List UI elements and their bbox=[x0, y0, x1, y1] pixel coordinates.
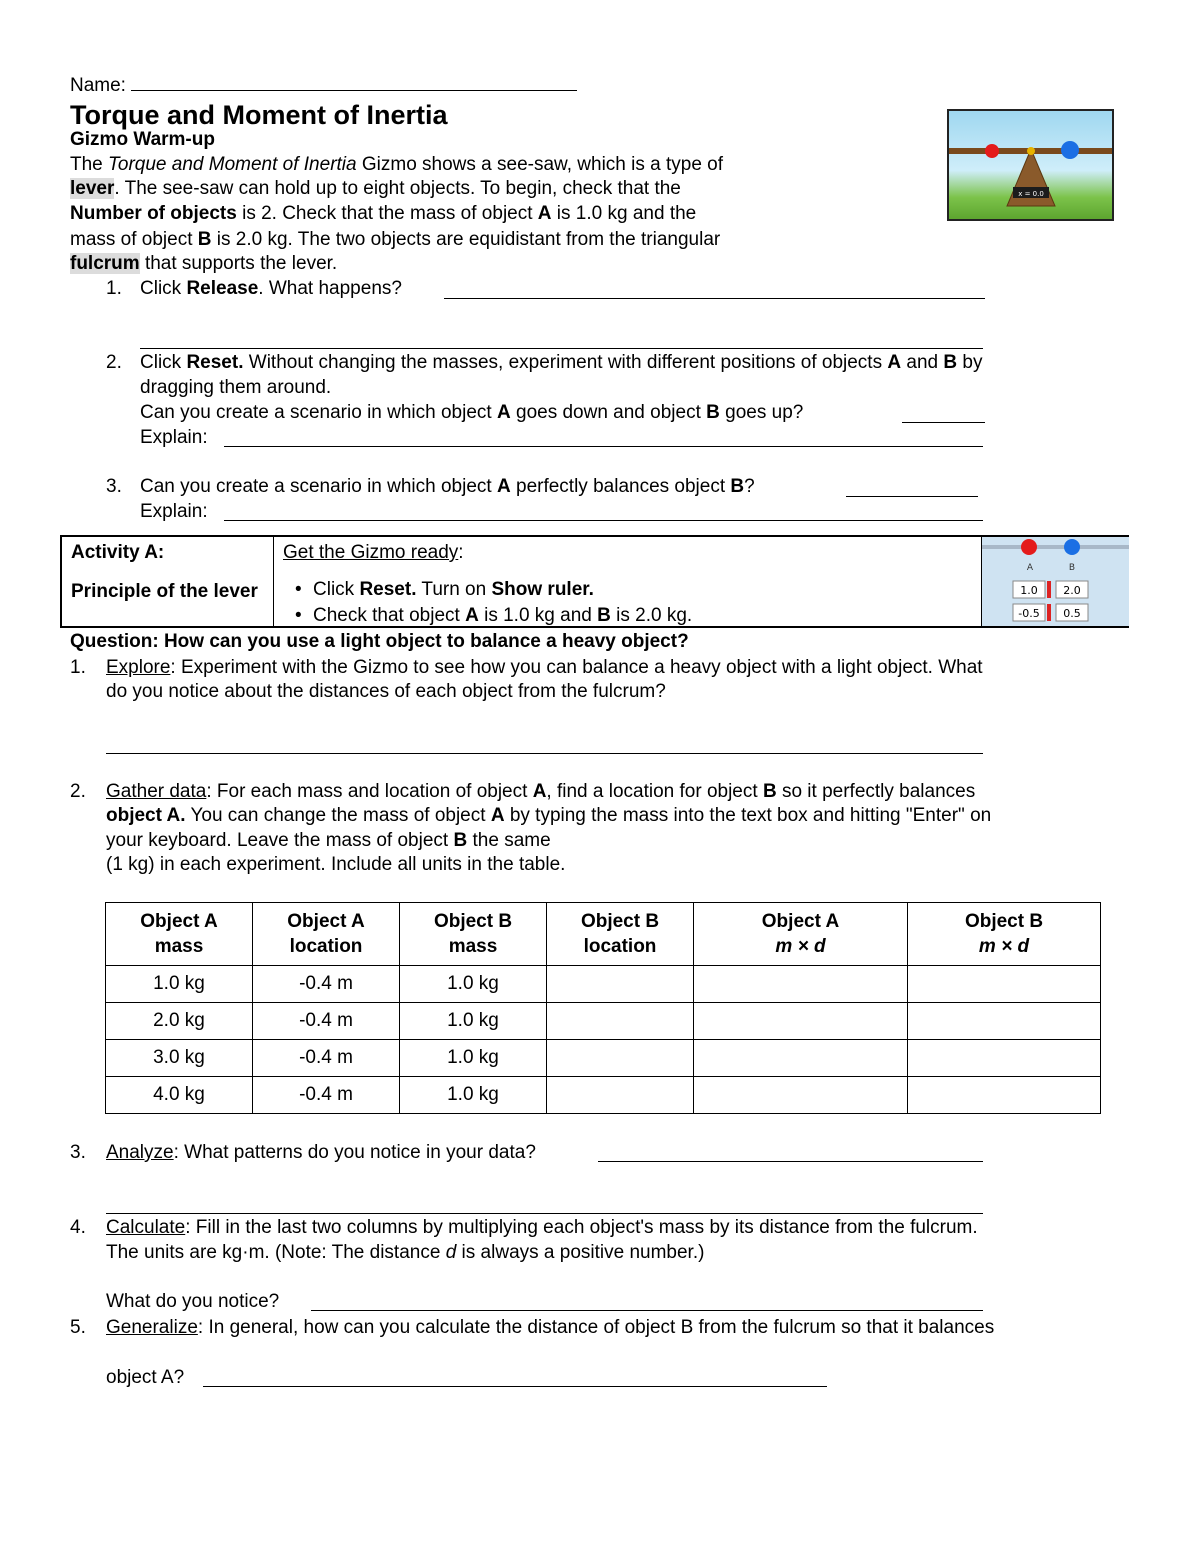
intro-line-3: Number of objects is 2. Check that the mass of object A is 1.0 kg and the bbox=[70, 203, 697, 224]
cell: -0.4 m bbox=[253, 1077, 400, 1114]
warmup-q3-explain-line[interactable] bbox=[224, 520, 983, 521]
warmup-q2-explain-label: Explain: bbox=[140, 427, 208, 448]
intro-line-5: fulcrum that supports the lever. bbox=[70, 253, 338, 274]
header-a-torque: Object A m × d bbox=[694, 903, 908, 966]
step4-number: 4. bbox=[70, 1217, 86, 1238]
step1-line-1: Explore: Experiment with the Gizmo to see how you can balance a heavy object with a light object. What bbox=[106, 657, 983, 678]
cell-input[interactable] bbox=[547, 1003, 694, 1040]
warmup-q1-answer-line-1[interactable] bbox=[444, 298, 985, 299]
panel-pos-b[interactable]: 0.5 bbox=[1063, 607, 1081, 620]
warmup-q1: Click Release. What happens? bbox=[140, 278, 402, 299]
cell-input[interactable] bbox=[694, 1003, 908, 1040]
cell-input[interactable] bbox=[908, 966, 1101, 1003]
step3-number: 3. bbox=[70, 1142, 86, 1163]
thumb-readout: x = 0.0 bbox=[1018, 190, 1044, 198]
data-table bbox=[105, 902, 1101, 1114]
panel-label-b: B bbox=[1068, 563, 1076, 573]
cell-input[interactable] bbox=[694, 966, 908, 1003]
step1-line-2: do you notice about the distances of each object from the fulcrum? bbox=[106, 681, 666, 702]
bullet-check-masses: • Check that object A is 1.0 kg and B is 2.0 kg. bbox=[295, 605, 693, 626]
header-a-mass: Object A mass bbox=[106, 903, 253, 966]
get-ready-heading: Get the Gizmo ready: bbox=[283, 542, 464, 563]
see-saw-image bbox=[949, 111, 1112, 219]
name-line: Name: bbox=[70, 72, 577, 97]
warmup-q1-answer-line-2[interactable] bbox=[140, 348, 983, 349]
activity-name: Principle of the lever bbox=[71, 581, 258, 602]
cell: 2.0 kg bbox=[106, 1003, 253, 1040]
activity-question: Question: How can you use a light object to balance a heavy object? bbox=[70, 631, 689, 652]
step3-line-1: Analyze: What patterns do you notice in your data? bbox=[106, 1142, 536, 1163]
cell: -0.4 m bbox=[253, 1040, 400, 1077]
step3-answer-line-2[interactable] bbox=[106, 1213, 983, 1214]
table-header-row bbox=[106, 903, 1101, 966]
activity-instructions-cell bbox=[273, 537, 982, 626]
name-field[interactable] bbox=[131, 72, 577, 91]
gizmo-panel-thumbnail bbox=[982, 537, 1129, 626]
step4-answer-line[interactable] bbox=[311, 1310, 983, 1311]
cell: 4.0 kg bbox=[106, 1077, 253, 1114]
step4-line-1: Calculate: Fill in the last two columns by multiplying each object's mass by its distance from the fulcrum. bbox=[106, 1217, 978, 1238]
gizmo-thumbnail bbox=[947, 109, 1114, 221]
activity-label-cell bbox=[62, 537, 274, 626]
panel-ball-a bbox=[1021, 539, 1037, 555]
object-b-ball bbox=[1061, 141, 1079, 159]
step2-line-1: Gather data: For each mass and location of object A, find a location for object B so it perfectly balances bbox=[106, 781, 976, 802]
cell-input[interactable] bbox=[908, 1003, 1101, 1040]
step2-line-4: (1 kg) in each experiment. Include all units in the table. bbox=[106, 854, 566, 875]
table-row bbox=[106, 1003, 1101, 1040]
cell-input[interactable] bbox=[694, 1077, 908, 1114]
cell: 1.0 kg bbox=[400, 1003, 547, 1040]
warmup-q2-line-3: Can you create a scenario in which object A goes down and object B goes up? bbox=[140, 402, 804, 423]
activity-box bbox=[60, 535, 1129, 628]
panel-pos-a[interactable]: -0.5 bbox=[1018, 607, 1040, 620]
cell-input[interactable] bbox=[908, 1040, 1101, 1077]
step4-question: What do you notice? bbox=[106, 1291, 280, 1312]
header-a-location: Object A location bbox=[253, 903, 400, 966]
warmup-q3-explain-label: Explain: bbox=[140, 501, 208, 522]
cell: -0.4 m bbox=[253, 966, 400, 1003]
step5-number: 5. bbox=[70, 1317, 86, 1338]
warmup-q2-line-1: Click Reset. Without changing the masses, experiment with different positions of objects A and B by bbox=[140, 352, 983, 373]
section-subtitle: Gizmo Warm-up bbox=[70, 129, 215, 150]
header-b-mass: Object B mass bbox=[400, 903, 547, 966]
cell-input[interactable] bbox=[908, 1077, 1101, 1114]
intro-line-1: The Torque and Moment of Inertia Gizmo shows a see-saw, which is a type of bbox=[70, 154, 724, 175]
warmup-q2-yesno-line[interactable] bbox=[902, 422, 985, 423]
cell-input[interactable] bbox=[694, 1040, 908, 1077]
table-row bbox=[106, 966, 1101, 1003]
step1-number: 1. bbox=[70, 657, 86, 678]
cell: 1.0 kg bbox=[400, 966, 547, 1003]
warmup-q3-yesno-line[interactable] bbox=[846, 496, 978, 497]
warmup-q2-line-2: dragging them around. bbox=[140, 377, 332, 398]
step5-answer-line[interactable] bbox=[203, 1386, 827, 1387]
header-b-location: Object B location bbox=[547, 903, 694, 966]
panel-mass-a[interactable]: 1.0 bbox=[1020, 584, 1038, 597]
table-row bbox=[106, 1040, 1101, 1077]
object-a-ball bbox=[985, 144, 999, 158]
panel-mass-b[interactable]: 2.0 bbox=[1063, 584, 1081, 597]
step1-answer-line[interactable] bbox=[106, 753, 983, 754]
cell-input[interactable] bbox=[547, 966, 694, 1003]
intro-line-4: mass of object B is 2.0 kg. The two objects are equidistant from the triangular bbox=[70, 229, 721, 250]
warmup-q1-number: 1. bbox=[106, 278, 122, 299]
activity-label: Activity A: bbox=[71, 542, 165, 563]
table-row bbox=[106, 1077, 1101, 1114]
cell: 1.0 kg bbox=[400, 1040, 547, 1077]
step2-line-2: object A. You can change the mass of object A by typing the mass into the text box and hitting "Enter" on bbox=[106, 805, 992, 826]
warmup-q3-number: 3. bbox=[106, 476, 122, 497]
step2-number: 2. bbox=[70, 781, 86, 802]
step5-line-2: object A? bbox=[106, 1367, 185, 1388]
cell-input[interactable] bbox=[547, 1040, 694, 1077]
panel-ball-b bbox=[1064, 539, 1080, 555]
intro-line-2: lever. The see-saw can hold up to eight objects. To begin, check that the bbox=[70, 178, 681, 199]
step2-line-3: your keyboard. Leave the mass of object B the same bbox=[106, 830, 551, 851]
bullet-reset: • Click Reset. Turn on Show ruler. bbox=[295, 579, 594, 600]
page-title: Torque and Moment of Inertia bbox=[70, 100, 448, 130]
warmup-q2-number: 2. bbox=[106, 352, 122, 373]
warmup-q2-explain-line[interactable] bbox=[224, 446, 983, 447]
panel-label-a: A bbox=[1026, 563, 1034, 573]
step4-line-2: The units are kg·m. (Note: The distance d is always a positive number.) bbox=[106, 1242, 705, 1263]
cell-input[interactable] bbox=[547, 1077, 694, 1114]
cell: 1.0 kg bbox=[106, 966, 253, 1003]
header-b-torque: Object B m × d bbox=[908, 903, 1101, 966]
cell: 3.0 kg bbox=[106, 1040, 253, 1077]
warmup-q3: Can you create a scenario in which object A perfectly balances object B? bbox=[140, 476, 755, 497]
cell: 1.0 kg bbox=[400, 1077, 547, 1114]
step5-line-1: Generalize: In general, how can you calculate the distance of object B from the fulcrum so that it balances bbox=[106, 1317, 995, 1338]
cell: -0.4 m bbox=[253, 1003, 400, 1040]
step3-answer-line-1[interactable] bbox=[598, 1161, 983, 1162]
